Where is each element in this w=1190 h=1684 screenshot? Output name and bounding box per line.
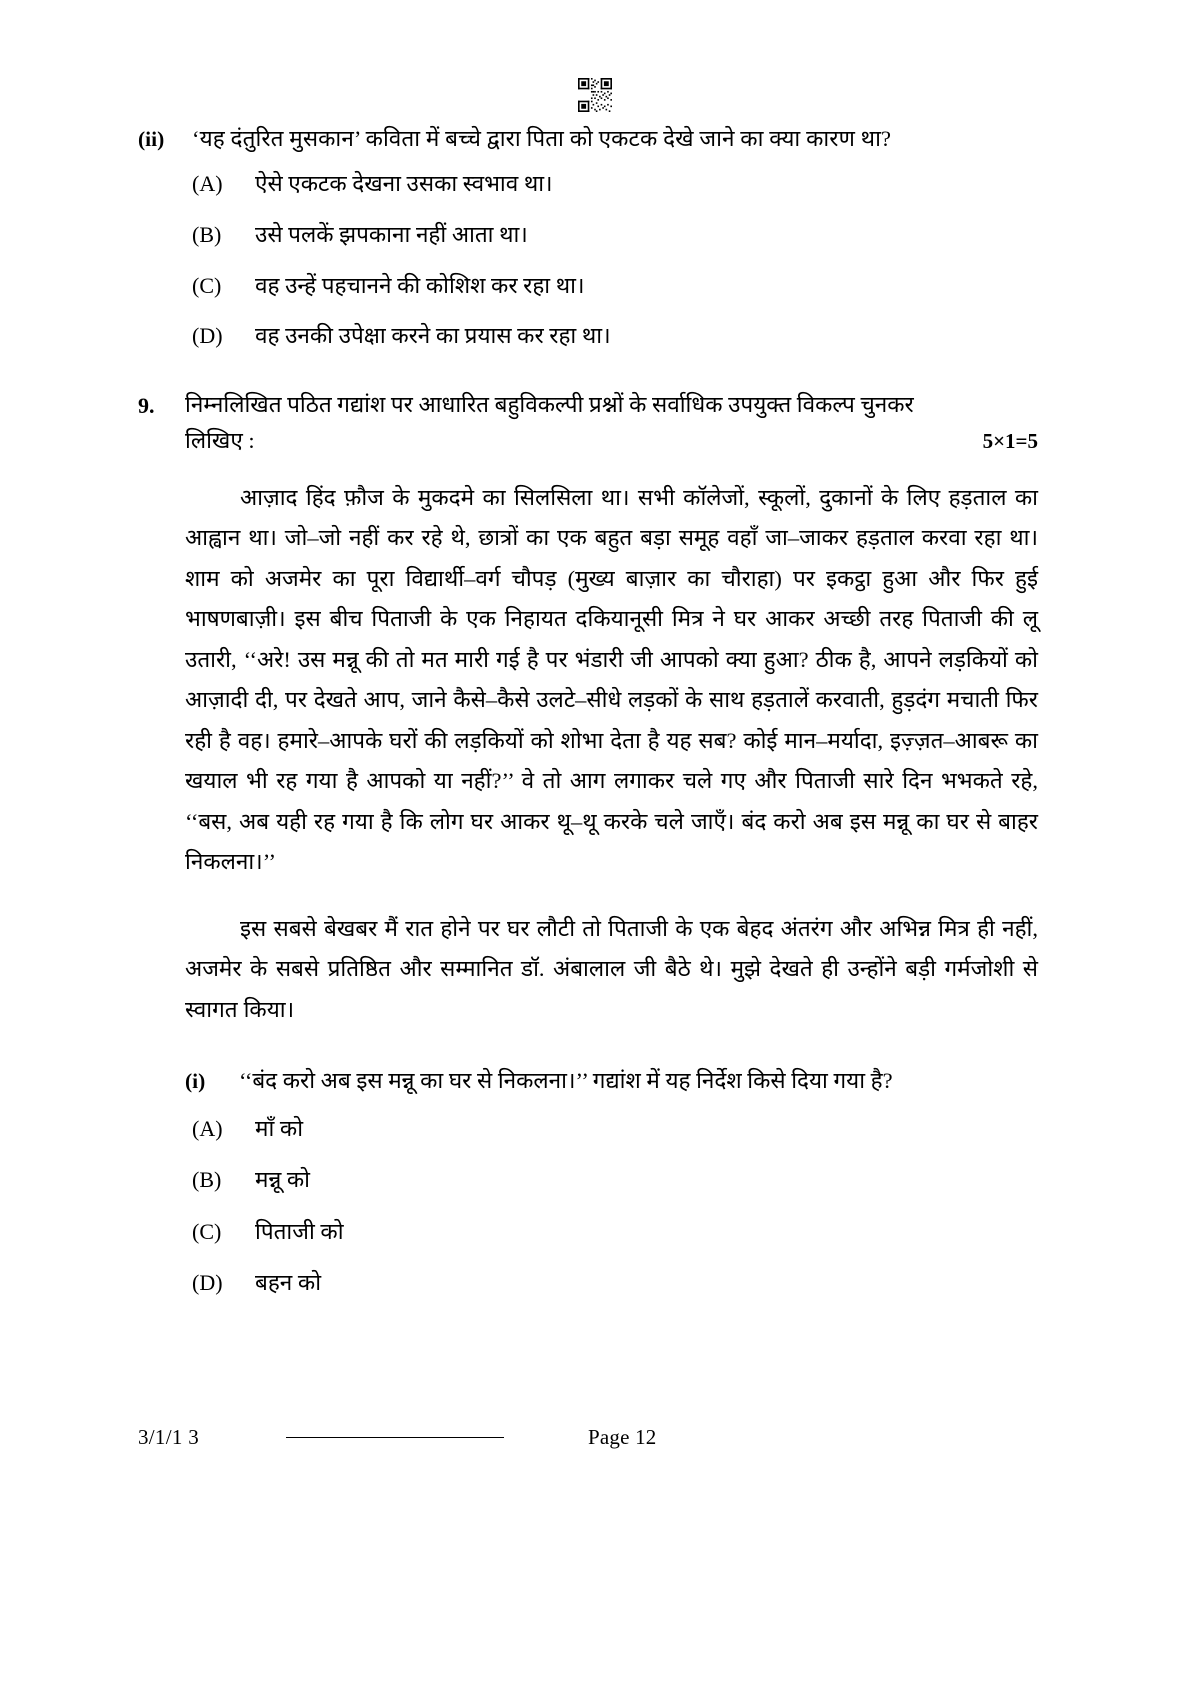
sub-i-option-d-text: बहन को (255, 1270, 322, 1296)
sub-i-option-a-text: माँ को (255, 1115, 304, 1141)
option-d-text: वह उनकी उपेक्षा करने का प्रयास कर रहा था। (255, 323, 611, 349)
sub-i-option-a-label: (A) (192, 1115, 223, 1141)
reading-passage (185, 478, 1038, 1031)
question-9-instruction (185, 387, 1038, 460)
option-d-label: (D) (192, 323, 223, 349)
passage-paragraph-2: इस सबसे बेखबर मैं रात होने पर घर लौटी तो पिताजी के एक बेहद अंतरंग और अभिन्न मित्र ही नहीं, अजमेर के सबसे प्रतिष्ठित और सम्मानित डॉ. अंबालाल जी बैठे थे। मुझे देखते ही उन्होंने बड़ी गर्मजोशी से स्वागत किया। (185, 915, 1038, 1022)
sub-i-option-a[interactable] (192, 1113, 1038, 1146)
qr-code-icon (578, 78, 612, 112)
option-b-label: (B) (192, 221, 222, 247)
sub-i-option-c-label: (C) (192, 1218, 222, 1244)
sub-i-option-d[interactable] (192, 1267, 1038, 1300)
question-ii-options (192, 168, 1038, 353)
option-c[interactable] (192, 270, 1038, 303)
option-b-text: उसे पलकें झपकाना नहीं आता था। (255, 221, 528, 247)
question-9-marker: 9. (138, 392, 155, 418)
sub-i-option-b[interactable] (192, 1164, 1038, 1197)
option-b[interactable] (192, 219, 1038, 252)
question-9-instruction-line2-row (185, 423, 1038, 459)
question-9-sub-i (185, 1064, 1038, 1098)
sub-i-option-d-label: (D) (192, 1270, 223, 1296)
option-a-label: (A) (192, 171, 223, 197)
sub-i-option-b-text: मन्नू को (255, 1167, 311, 1193)
option-d[interactable] (192, 320, 1038, 353)
paper-code: 3/1/1 3 (138, 1425, 200, 1449)
option-c-text: वह उन्हें पहचानने की कोशिश कर रहा था। (255, 272, 585, 298)
option-a[interactable] (192, 168, 1038, 201)
question-ii-text: ‘यह दंतुरित मुसकान’ कविता में बच्चे द्वारा पिता को एकटक देखे जाने का क्या कारण था? (192, 126, 892, 151)
question-ii-marker: (ii) (138, 127, 165, 151)
question-9 (138, 387, 1038, 460)
sub-i-option-b-label: (B) (192, 1167, 222, 1193)
question-9-instruction-line1: निम्नलिखित पठित गद्यांश पर आधारित बहुविकल्पी प्रश्नों के सर्वाधिक उपयुक्त विकल्प चुनकर (185, 391, 914, 417)
question-9-marks: 5×1=5 (982, 429, 1038, 454)
option-c-label: (C) (192, 272, 222, 298)
passage-paragraph-1: आज़ाद हिंद फ़ौज के मुकदमे का सिलसिला था। सभी कॉलेजों, स्कूलों, दुकानों के लिए हड़ताल का आह्वान था। जो–जो नहीं कर रहे थे, छात्रों का एक बहुत बड़ा समूह वहाँ जा–जाकर हड़ताल करवा रहा था। शाम को अजमेर का पूरा विद्यार्थी–वर्ग चौपड़ (मुख्य बाज़ार का चौराहा) पर इकट्ठा हुआ और फिर हुई भाषणबाज़ी। इस बीच पिताजी के एक निहायत दकियानूसी मित्र ने घर आकर अच्छी तरह पिताजी की लू उतारी, ‘‘अरे! उस मन्नू की तो मत मारी गई है पर भंडारी जी आपको क्या हुआ? ठीक है, आपने लड़कियों को आज़ादी दी, पर देखते आप, जाने कैसे–कैसे उलटे–सीधे लड़कों के साथ हड़तालें करवाती, हुड़दंग मचाती फिर रही है वह। हमारे–आपके घरों की लड़कियों को शोभा देता है यह सब? कोई मान–मर्यादा, इज़्ज़त–आबरू का खयाल भी रह गया है आपको या नहीं?’’ वे तो आग लगाकर चले गए और पिताजी सारे दिन भभकते रहे, ‘‘बस, अब यही रह गया है कि लोग घर आकर थू–थू करके चले जाएँ। बंद करो अब इस मन्नू का घर से बाहर निकलना।’’ (185, 484, 1038, 875)
sub-i-option-c[interactable] (192, 1216, 1038, 1249)
footer-divider (286, 1437, 504, 1438)
page-number: Page 12 (588, 1425, 657, 1449)
question-9-sub-i-options (192, 1113, 1038, 1301)
sub-i-option-c-text: पिताजी को (255, 1218, 344, 1244)
question-9-sub-i-marker: (i) (185, 1069, 206, 1094)
question-9-sub-i-text: ‘‘बंद करो अब इस मन्नू का घर से निकलना।’’ गद्यांश में यह निर्देश किसे दिया गया है? (239, 1068, 893, 1094)
option-a-text: ऐसे एकटक देखना उसका स्वभाव था। (255, 171, 553, 197)
question-9-instruction-line2: लिखिए : (185, 428, 255, 454)
qr-code-container (0, 78, 1190, 112)
question-ii (138, 122, 1038, 156)
page-footer (138, 1425, 1058, 1450)
page-content (138, 122, 1038, 1319)
